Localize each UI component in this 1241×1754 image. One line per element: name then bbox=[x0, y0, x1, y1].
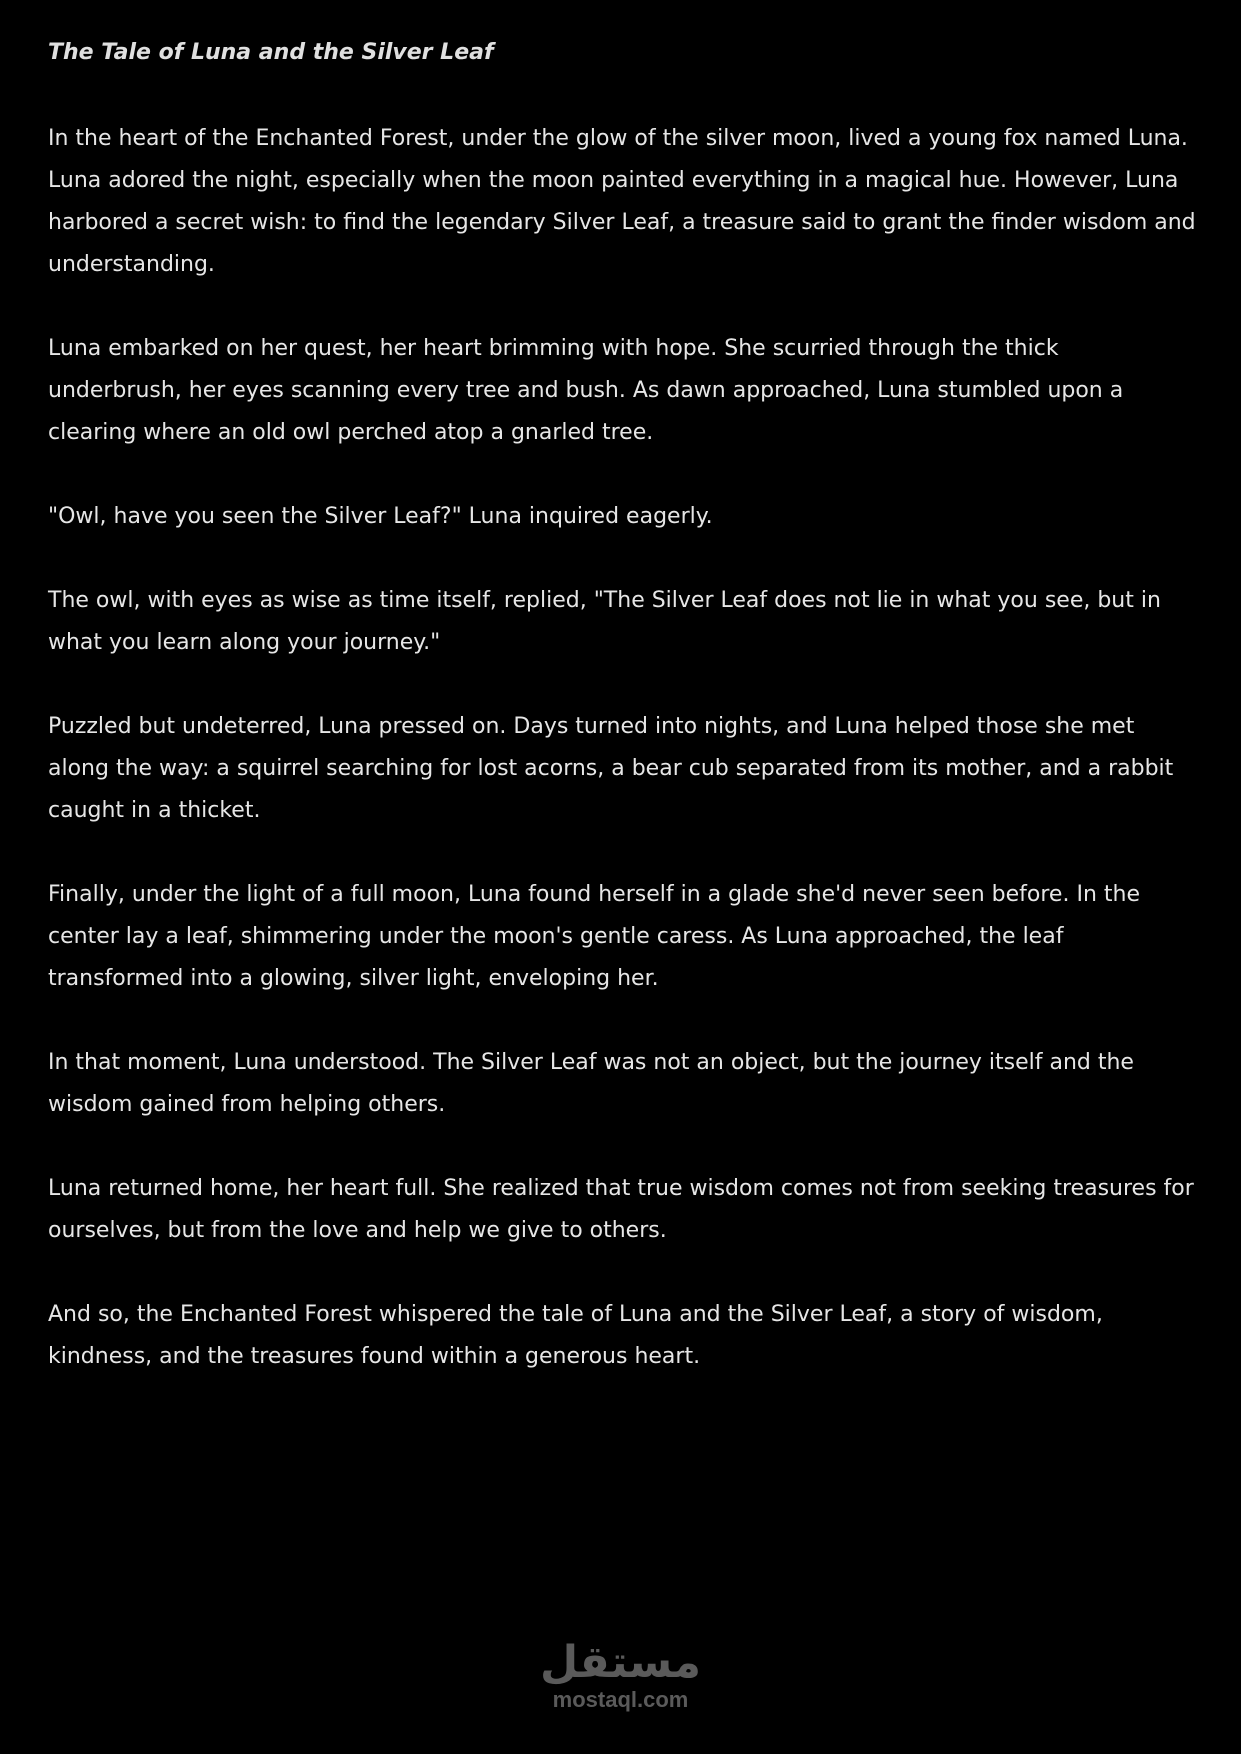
paragraph-5: Puzzled but undeterred, Luna pressed on. Days turned into nights, and Luna helped those she met along the way: a squirrel searching for lost acorns, a bear cub separated from its mother, and a rabbit caught in a thicket. bbox=[48, 714, 1174, 823]
watermark-arabic-logo: مستقل bbox=[540, 1637, 701, 1688]
paragraph-4: The owl, with eyes as wise as time itself, replied, "The Silver Leaf does not lie in what you see, but in what you learn along your journey." bbox=[48, 588, 1161, 655]
paragraph-3: "Owl, have you seen the Silver Leaf?" Luna inquired eagerly. bbox=[48, 504, 713, 529]
paragraph-7: In that moment, Luna understood. The Silver Leaf was not an object, but the journey itself and the wisdom gained from helping others. bbox=[48, 1050, 1134, 1117]
paragraph-1: In the heart of the Enchanted Forest, under the glow of the silver moon, lived a young fox named Luna. Luna adored the night, especially when the moon painted everything in a magical hue. However, Luna harbored a secret wish: to find the legendary Silver Leaf, a treasure said to grant the finder wisdom and understanding. bbox=[48, 126, 1196, 277]
paragraph-2: Luna embarked on her quest, her heart brimming with hope. She scurried through the thick underbrush, her eyes scanning every tree and bush. As dawn approached, Luna stumbled upon a clearing where an old owl perched atop a gnarled tree. bbox=[48, 336, 1124, 445]
paragraph-6: Finally, under the light of a full moon, Luna found herself in a glade she'd never seen before. In the center lay a leaf, shimmering under the moon's gentle caress. As Luna approached, the leaf transformed into a glowing, silver light, enveloping her. bbox=[48, 882, 1140, 991]
document-title: The Tale of Luna and the Silver Leaf bbox=[48, 40, 494, 65]
watermark-site-name: mostaql.com bbox=[552, 1687, 689, 1712]
paragraph-8: Luna returned home, her heart full. She realized that true wisdom comes not from seeking treasures for ourselves, but from the love and help we give to others. bbox=[48, 1176, 1194, 1243]
document bbox=[48, 36, 1198, 1420]
paragraph-9: And so, the Enchanted Forest whispered the tale of Luna and the Silver Leaf, a story of wisdom, kindness, and the treasures found within a generous heart. bbox=[48, 1302, 1103, 1369]
mostaql-watermark bbox=[0, 1637, 1241, 1712]
